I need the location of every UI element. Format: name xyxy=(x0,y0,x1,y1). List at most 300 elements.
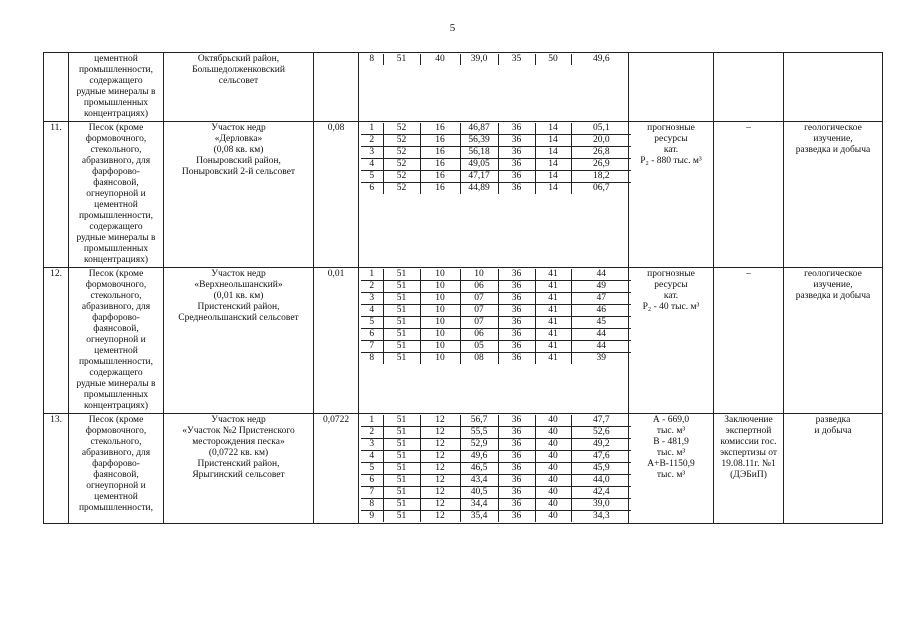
coordinate-value: 46 xyxy=(571,305,631,317)
mineral-line: Песок (кроме xyxy=(88,415,144,425)
coordinate-value: 8 xyxy=(361,54,383,65)
coordinate-value: 34,3 xyxy=(592,511,610,521)
coordinate-value: 51 xyxy=(383,341,420,353)
coordinate-value: 5 xyxy=(361,171,383,183)
location-line: Ярыгинский сельсовет xyxy=(192,470,285,480)
coordinate-value: 10 xyxy=(420,293,460,305)
resources-cell xyxy=(629,414,714,524)
coordinate-value: 16 xyxy=(420,159,460,171)
row-number-cell: 13. xyxy=(44,414,69,524)
coordinate-value: 36 xyxy=(498,353,535,365)
coordinate-value: 36 xyxy=(498,511,535,523)
coordinate-value: 50 xyxy=(535,54,571,65)
coordinate-value: 9 xyxy=(361,511,383,523)
coordinates-cell xyxy=(359,414,629,524)
coordinate-value: 35 xyxy=(498,54,535,65)
coordinate-value: 51 xyxy=(383,487,420,499)
coordinate-value: 3 xyxy=(361,293,383,305)
coordinate-value: 10 xyxy=(420,353,460,365)
purpose-line: разведка и добыча xyxy=(795,145,871,155)
coordinate-value: 10 xyxy=(460,269,498,281)
mineral-line: абразивного, для xyxy=(81,448,151,458)
resources-line: кат. xyxy=(663,145,679,155)
mineral-line: промышленных xyxy=(83,98,149,108)
row-number-cell: 11. xyxy=(44,122,69,268)
mineral-line: цементной xyxy=(94,200,138,210)
coordinate-value: 2 xyxy=(361,281,383,293)
coordinate-row xyxy=(361,427,631,439)
resources-line: P₂ - 880 тыс. м³ xyxy=(640,156,702,166)
location-line: Большедолженковский xyxy=(192,65,285,75)
coordinate-value: 10 xyxy=(420,269,460,281)
approval-line: Заключение xyxy=(724,415,773,425)
coordinate-value: 6 xyxy=(361,183,383,195)
coordinate-value: 07 xyxy=(460,305,498,317)
coordinate-value: 35,4 xyxy=(460,511,498,523)
purpose-line: геологическое xyxy=(804,269,862,279)
approval-cell xyxy=(714,53,784,122)
coordinate-value: 14 xyxy=(535,147,571,159)
mineral-line: промышленности, xyxy=(78,503,154,513)
coordinate-value: 10 xyxy=(420,305,460,317)
mineral-line: формовочного, xyxy=(85,280,147,290)
coordinate-value: 36 xyxy=(498,463,535,475)
coordinate-row xyxy=(361,281,631,293)
location-line: (0,08 кв. км) xyxy=(213,145,264,155)
approval-line: (ДЭБиП) xyxy=(730,470,767,480)
coordinates-cell xyxy=(359,53,629,122)
area-cell: 0,08 xyxy=(314,122,359,268)
coordinate-value: 49,05 xyxy=(460,159,498,171)
location-cell xyxy=(164,268,314,414)
coordinate-row xyxy=(361,305,631,317)
mineral-line: концентрациях) xyxy=(83,109,149,119)
coordinate-value: 41 xyxy=(535,341,571,353)
coordinate-value: 51 xyxy=(383,317,420,329)
approval-line: – xyxy=(746,123,751,133)
coordinate-value: 06,7 xyxy=(592,183,610,193)
resources-cell xyxy=(629,53,714,122)
purpose-line: геологическое xyxy=(804,123,862,133)
coordinate-value: 12 xyxy=(420,427,460,439)
coordinate-row xyxy=(361,475,631,487)
deposit-row xyxy=(44,414,883,524)
coordinate-value: 56,7 xyxy=(460,415,498,427)
resources-cell xyxy=(629,268,714,414)
resources-line: кат. xyxy=(663,291,679,301)
coordinate-value: 51 xyxy=(383,511,420,523)
deposits-table xyxy=(43,52,883,524)
coordinate-value: 12 xyxy=(420,487,460,499)
coordinate-value: 36 xyxy=(498,305,535,317)
coordinate-value: 49,6 xyxy=(460,451,498,463)
coordinate-value: 40 xyxy=(535,439,571,451)
mineral-line: промышленных xyxy=(83,244,149,254)
coordinate-value: 1 xyxy=(361,415,383,427)
location-line: Поныровский район, xyxy=(196,156,281,166)
coordinate-value: 47,17 xyxy=(460,171,498,183)
coordinate-value: 14 xyxy=(535,123,571,135)
location-line: месторождения песка» xyxy=(192,437,285,447)
coordinate-value: 46,87 xyxy=(460,123,498,135)
approval-line: комиссии гос. xyxy=(720,437,777,447)
coordinate-value: 47 xyxy=(571,293,631,305)
purpose-line: изучение, xyxy=(813,134,853,144)
coordinate-value: 41 xyxy=(535,317,571,329)
coordinate-value: 36 xyxy=(498,159,535,171)
coordinate-value: 40 xyxy=(535,499,571,511)
coordinate-row xyxy=(361,463,631,475)
coordinate-value: 10 xyxy=(420,281,460,293)
coordinate-value: 14 xyxy=(535,135,571,147)
location-line: (0,01 кв. км) xyxy=(213,291,264,301)
mineral-line: промышленности, xyxy=(78,357,154,367)
coordinate-value: 36 xyxy=(498,135,535,147)
coordinate-value: 41 xyxy=(535,329,571,341)
mineral-line: Песок (кроме xyxy=(88,123,144,133)
location-line: Участок недр xyxy=(211,269,266,279)
coordinate-value: 36 xyxy=(498,171,535,183)
coordinate-value: 55,5 xyxy=(460,427,498,439)
location-line: сельсовет xyxy=(218,76,259,86)
coordinate-value: 12 xyxy=(420,439,460,451)
mineral-line: огнеупорной и xyxy=(86,189,146,199)
mineral-line: рудные минералы в xyxy=(76,379,156,389)
coordinate-value: 52 xyxy=(383,159,420,171)
coordinate-value: 51 xyxy=(383,54,420,65)
coordinate-value: 05,1 xyxy=(571,123,631,135)
coordinate-value: 52 xyxy=(383,123,420,135)
coordinate-value: 16 xyxy=(420,171,460,183)
coordinate-value: 3 xyxy=(361,147,383,159)
mineral-line: фаянсовой, xyxy=(93,470,139,480)
coordinate-value: 52 xyxy=(383,147,420,159)
mineral-line: формовочного, xyxy=(85,134,147,144)
coordinate-value: 51 xyxy=(383,415,420,427)
coordinate-value: 51 xyxy=(383,329,420,341)
coordinate-value: 36 xyxy=(498,147,535,159)
coordinate-value: 51 xyxy=(383,305,420,317)
mineral-line: Песок (кроме xyxy=(88,269,144,279)
mineral-line: абразивного, для xyxy=(81,156,151,166)
coordinate-value: 12 xyxy=(420,511,460,523)
coordinate-value: 36 xyxy=(498,317,535,329)
coordinate-value: 8 xyxy=(361,353,383,365)
coordinate-row xyxy=(361,415,631,427)
coordinate-value: 40 xyxy=(535,427,571,439)
coordinate-value: 39,0 xyxy=(571,499,631,511)
coordinate-value: 36 xyxy=(498,269,535,281)
location-line: Среднеольшанский сельсовет xyxy=(178,313,299,323)
coordinate-value: 36 xyxy=(498,415,535,427)
coordinate-value: 08 xyxy=(460,353,498,365)
coordinate-value: 40 xyxy=(535,451,571,463)
mineral-line: фарфорово- xyxy=(92,459,140,469)
coordinate-value: 05 xyxy=(460,341,498,353)
location-line: «Верхнеольшанский» xyxy=(194,280,283,290)
coordinate-value: 12 xyxy=(420,499,460,511)
mineral-line: содержащего xyxy=(89,222,143,232)
coordinate-row xyxy=(361,269,631,281)
coordinate-value: 20,0 xyxy=(571,135,631,147)
coordinate-row xyxy=(361,451,631,463)
mineral-line: огнеупорной и xyxy=(86,335,146,345)
coordinate-value: 44 xyxy=(571,269,631,281)
mineral-line: огнеупорной и xyxy=(86,481,146,491)
resources-line: прогнозные xyxy=(647,123,695,133)
coordinate-value: 5 xyxy=(361,463,383,475)
page-number: 5 xyxy=(449,22,456,34)
coordinate-value: 41 xyxy=(535,269,571,281)
mineral-cell xyxy=(69,53,164,122)
coordinate-value: 4 xyxy=(361,159,383,171)
coordinate-value: 06 xyxy=(460,329,498,341)
coordinate-row xyxy=(361,135,631,147)
deposit-row xyxy=(44,268,883,414)
coordinate-value: 39 xyxy=(596,353,606,363)
coordinate-value: 12 xyxy=(420,415,460,427)
coordinate-value: 43,4 xyxy=(460,475,498,487)
area-cell: 0,01 xyxy=(314,268,359,414)
coordinate-value: 40 xyxy=(535,511,571,523)
resources-line: P₂ - 40 тыс. м³ xyxy=(642,302,700,312)
coordinate-value: 52 xyxy=(383,183,420,195)
coordinate-value: 16 xyxy=(420,135,460,147)
coordinate-row xyxy=(361,487,631,499)
coordinate-value: 14 xyxy=(535,159,571,171)
mineral-line: фаянсовой, xyxy=(93,324,139,334)
mineral-line: промышленности, xyxy=(78,65,154,75)
purpose-line: разведка и добыча xyxy=(795,291,871,301)
coordinate-row xyxy=(361,123,631,135)
approval-line: 19.08.11г. №1 xyxy=(721,459,776,469)
coordinate-value: 7 xyxy=(361,487,383,499)
coordinate-value: 36 xyxy=(498,329,535,341)
coordinate-value: 36 xyxy=(498,499,535,511)
location-cell xyxy=(164,414,314,524)
resources-line: А+В-1150,9 xyxy=(647,459,695,469)
coordinate-value: 16 xyxy=(420,123,460,135)
coordinate-value: 40 xyxy=(535,463,571,475)
approval-cell xyxy=(714,414,784,524)
mineral-line: рудные минералы в xyxy=(76,87,156,97)
approval-cell xyxy=(714,268,784,414)
coordinate-value: 1 xyxy=(361,269,383,281)
coordinate-value: 16 xyxy=(420,183,460,195)
coordinate-value: 14 xyxy=(535,171,571,183)
approval-line: экспертной xyxy=(725,426,772,436)
purpose-cell xyxy=(784,53,883,122)
coordinate-value: 36 xyxy=(498,475,535,487)
location-line: Участок недр xyxy=(211,415,266,425)
coordinate-value: 36 xyxy=(498,123,535,135)
coordinate-value: 4 xyxy=(361,305,383,317)
coordinate-row xyxy=(361,341,631,353)
location-line: Участок недр xyxy=(211,123,266,133)
resources-line: тыс. м³ xyxy=(656,448,686,458)
location-line: «Участок №2 Пристенского xyxy=(182,426,295,436)
location-cell xyxy=(164,53,314,122)
purpose-line: и добыча xyxy=(814,426,852,436)
coordinate-value: 12 xyxy=(420,475,460,487)
coordinate-value: 49 xyxy=(571,281,631,293)
mineral-line: формовочного, xyxy=(85,426,147,436)
resources-line: прогнозные xyxy=(647,269,695,279)
resources-line: В - 481,9 xyxy=(653,437,689,447)
coordinate-value: 51 xyxy=(383,463,420,475)
location-line: Пристенский район, xyxy=(197,302,280,312)
coordinate-value: 41 xyxy=(535,353,571,365)
coordinate-value: 36 xyxy=(498,293,535,305)
coordinate-value: 7 xyxy=(361,341,383,353)
coordinates-cell xyxy=(359,122,629,268)
coordinate-value: 36 xyxy=(498,427,535,439)
coordinate-value: 3 xyxy=(361,439,383,451)
purpose-cell xyxy=(784,122,883,268)
coordinate-value: 40 xyxy=(420,54,460,65)
area-cell xyxy=(314,53,359,122)
coordinate-row xyxy=(361,511,631,523)
coordinate-value: 16 xyxy=(420,147,460,159)
coordinate-value: 10 xyxy=(420,329,460,341)
coordinate-row xyxy=(361,54,631,65)
coordinate-value: 14 xyxy=(535,183,571,195)
coordinate-value: 44,0 xyxy=(571,475,631,487)
purpose-line: изучение, xyxy=(813,280,853,290)
location-line: Поныровский 2-й сельсовет xyxy=(181,167,296,177)
coordinate-value: 44,89 xyxy=(460,183,498,195)
row-number-cell xyxy=(44,53,69,122)
coordinate-value: 52,6 xyxy=(571,427,631,439)
coordinate-value: 06 xyxy=(460,281,498,293)
coordinate-value: 40,5 xyxy=(460,487,498,499)
coordinate-value: 26,8 xyxy=(571,147,631,159)
mineral-line: концентрациях) xyxy=(83,401,149,411)
resources-line: тыс. м³ xyxy=(656,426,686,436)
coordinate-value: 40 xyxy=(535,415,571,427)
coordinate-row xyxy=(361,183,631,195)
coordinate-value: 6 xyxy=(361,475,383,487)
mineral-line: цементной xyxy=(94,492,138,502)
coordinate-value: 5 xyxy=(361,317,383,329)
coordinate-value: 46,5 xyxy=(460,463,498,475)
coordinate-row xyxy=(361,147,631,159)
coordinate-value: 36 xyxy=(498,487,535,499)
coordinate-row xyxy=(361,499,631,511)
coordinate-value: 12 xyxy=(420,463,460,475)
mineral-line: промышленных xyxy=(83,390,149,400)
coordinate-value: 39,0 xyxy=(460,54,498,65)
coordinate-value: 6 xyxy=(361,329,383,341)
purpose-line: разведка xyxy=(815,415,851,425)
coordinate-value: 51 xyxy=(383,475,420,487)
coordinate-row xyxy=(361,317,631,329)
location-line: «Дерловка» xyxy=(214,134,263,144)
purpose-cell xyxy=(784,268,883,414)
coordinate-value: 42,4 xyxy=(571,487,631,499)
coordinate-value: 18,2 xyxy=(571,171,631,183)
coordinates-table xyxy=(361,54,631,65)
mineral-line: рудные минералы в xyxy=(76,233,156,243)
coordinate-value: 36 xyxy=(498,439,535,451)
coordinates-table xyxy=(361,123,631,194)
coordinate-value: 36 xyxy=(498,183,535,195)
coordinate-value: 41 xyxy=(535,293,571,305)
coordinate-value: 12 xyxy=(420,451,460,463)
coordinate-value: 51 xyxy=(383,499,420,511)
coordinate-value: 2 xyxy=(361,427,383,439)
coordinate-value: 10 xyxy=(420,317,460,329)
location-line: (0,0722 кв. км) xyxy=(208,448,269,458)
coordinate-value: 49,6 xyxy=(592,54,610,64)
coordinate-row xyxy=(361,353,631,365)
mineral-line: абразивного, для xyxy=(81,302,151,312)
coordinates-table xyxy=(361,269,631,364)
resources-cell xyxy=(629,122,714,268)
coordinate-value: 26,9 xyxy=(571,159,631,171)
location-line: Пристенский район, xyxy=(197,459,280,469)
resources-line: ресурсы xyxy=(654,134,688,144)
coordinate-value: 36 xyxy=(498,341,535,353)
coordinate-value: 41 xyxy=(535,281,571,293)
coordinate-value: 34,4 xyxy=(460,499,498,511)
mineral-line: концентрациях) xyxy=(83,255,149,265)
coordinate-value: 40 xyxy=(535,475,571,487)
coordinate-value: 40 xyxy=(535,487,571,499)
coordinate-value: 51 xyxy=(383,269,420,281)
coordinate-value: 36 xyxy=(498,451,535,463)
coordinates-cell xyxy=(359,268,629,414)
coordinate-value: 52,9 xyxy=(460,439,498,451)
mineral-line: стекольного, xyxy=(90,437,142,447)
coordinate-value: 4 xyxy=(361,451,383,463)
resources-line: тыс. м³ xyxy=(656,470,686,480)
coordinate-row xyxy=(361,439,631,451)
coordinate-value: 51 xyxy=(383,427,420,439)
coordinate-value: 2 xyxy=(361,135,383,147)
coordinate-value: 51 xyxy=(383,439,420,451)
mineral-line: фарфорово- xyxy=(92,167,140,177)
mineral-line: фаянсовой, xyxy=(93,178,139,188)
coordinate-value: 51 xyxy=(383,293,420,305)
mineral-cell xyxy=(69,122,164,268)
coordinate-value: 52 xyxy=(383,171,420,183)
row-number-cell: 12. xyxy=(44,268,69,414)
resources-line: ресурсы xyxy=(654,280,688,290)
coordinate-value: 52 xyxy=(383,135,420,147)
purpose-cell xyxy=(784,414,883,524)
deposit-row xyxy=(44,122,883,268)
mineral-line: содержащего xyxy=(89,76,143,86)
coordinate-row xyxy=(361,159,631,171)
approval-cell xyxy=(714,122,784,268)
coordinates-table xyxy=(361,415,631,522)
mineral-line: промышленности, xyxy=(78,211,154,221)
mineral-cell xyxy=(69,268,164,414)
coordinate-value: 51 xyxy=(383,451,420,463)
mineral-line: фарфорово- xyxy=(92,313,140,323)
location-cell xyxy=(164,122,314,268)
coordinate-value: 36 xyxy=(498,281,535,293)
coordinate-value: 56,18 xyxy=(460,147,498,159)
mineral-line: цементной xyxy=(94,54,138,64)
mineral-line: цементной xyxy=(94,346,138,356)
mineral-cell xyxy=(69,414,164,524)
coordinate-value: 44 xyxy=(571,341,631,353)
deposit-row xyxy=(44,53,883,122)
approval-line: – xyxy=(746,269,751,279)
mineral-line: стекольного, xyxy=(90,145,142,155)
